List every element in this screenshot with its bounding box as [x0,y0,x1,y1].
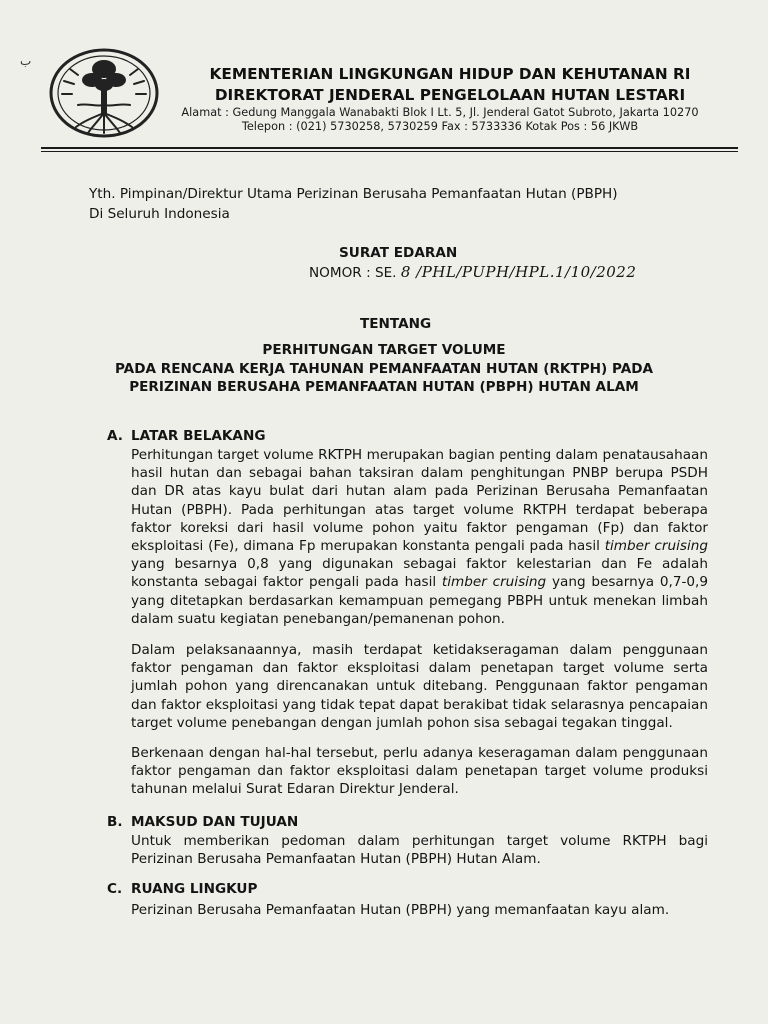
corner-mark: ب [20,54,32,68]
subject-line-2: PADA RENCANA KERJA TAHUNAN PEMANFAATAN HUTAN (RKTPH) PADA [114,360,654,377]
section-b-letter: B. [107,814,123,830]
section-b-title: MAKSUD DAN TUJUAN [131,814,299,830]
letterhead-address-block [140,106,740,134]
document-number [309,263,636,281]
section-a-title: LATAR BELAKANG [131,428,266,444]
letterhead-title [170,64,730,106]
address-line: Alamat : Gedung Manggala Wanabakti Blok I Lt. 5, Jl. Jenderal Gatot Subroto, Jakarta 10270 [181,106,699,119]
document-type: SURAT EDARAN [339,245,458,261]
subject-line-3: PERIZINAN BERUSAHA PEMANFAATAN HUTAN (PBPH) HUTAN ALAM [129,379,639,395]
section-a-paragraph-2: Dalam pelaksanaannya, masih terdapat ketidakseragaman dalam penggunaan faktor pengaman dan faktor eksploitasi dalam penetapan target volume serta jumlah pohon yang direncanakan untuk ditebang. Penggunaan faktor pengaman dan faktor eksploitasi yang tidak tepat dapat berakibat tidak selarasnya pencapaian target volume penebangan dengan jumlah pohon sisa sebagai tegakan tinggal. [131,642,708,731]
section-c-heading [107,881,257,897]
number-handwritten: 8 /PHL/PUPH/HPL.1/10/2022 [400,263,637,281]
section-a-letter: A. [107,428,123,444]
subject-block [100,341,668,397]
para-text: yang besarnya 0,8 yang digunakan sebagai faktor kelestarian dan Fe adalah konstanta sebagai faktor pengali pada hasil [131,556,708,591]
recipient-block [89,184,618,224]
recipient-line-1: Yth. Pimpinan/Direktur Utama Perizinan Berusaha Pemanfaatan Hutan (PBPH) [89,186,618,202]
section-c-letter: C. [107,881,123,897]
header-rule-thick [41,147,738,149]
para-text: yang besarnya 0,7-0,9 yang ditetapkan berdasarkan kemampuan pemegang PBPH untuk menekan limbah dalam suatu kegiatan penebangan/pemanenan pohon. [131,574,708,627]
subject-line-1: PERHITUNGAN TARGET VOLUME [262,342,506,358]
section-c-paragraph: Perizinan Berusaha Pemanfaatan Hutan (PBPH) yang memanfaatan kayu alam. [131,902,670,918]
number-label: NOMOR : SE. [309,265,401,281]
para-text: Perhitungan target volume RKTPH merupakan bagian penting dalam penatausahaan hasil hutan dan sebagai bahan taksiran dalam penghitungan PNBP berupa PSDH dan DR atas kayu bulat dari hutan alam pada Perizinan Berusaha Pemanfaatan Hutan (PBPH). Pada perhitungan atas target volume RKTPH terdapat beberapa faktor koreksi dari hasil volume pohon yaitu faktor pengaman (Fp) dan faktor eksploitasi (Fe), dimana Fp merupakan konstanta pengali pada hasil [131,447,708,555]
header-rule-thin [41,151,738,152]
tentang-heading: TENTANG [360,316,432,332]
section-b-heading [107,814,298,830]
directorate-name: DIREKTORAT JENDERAL PENGELOLAAN HUTAN LESTARI [214,86,686,104]
recipient-line-2: Di Seluruh Indonesia [89,206,230,222]
section-b-paragraph: Untuk memberikan pedoman dalam perhitungan target volume RKTPH bagi Perizinan Berusaha Pemanfaatan Hutan (PBPH) Hutan Alam. [131,833,708,868]
section-a-paragraph-1 [131,446,708,628]
phone-line: Telepon : (021) 5730258, 5730259 Fax : 5733336 Kotak Pos : 56 JKWB [241,120,639,133]
ministry-name: KEMENTERIAN LINGKUNGAN HIDUP DAN KEHUTANAN RI [209,65,691,83]
section-a-paragraph-3: Berkenaan dengan hal-hal tersebut, perlu adanya keseragaman dalam penggunaan faktor pengaman dan faktor eksploitasi dalam penetapan target volume produksi tahunan melalui Surat Edaran Direktur Jenderal. [131,745,708,798]
section-c-title: RUANG LINGKUP [131,881,258,897]
italic-term: timber cruising [441,574,547,591]
italic-term: timber cruising [604,538,708,555]
section-a-heading [107,428,265,444]
